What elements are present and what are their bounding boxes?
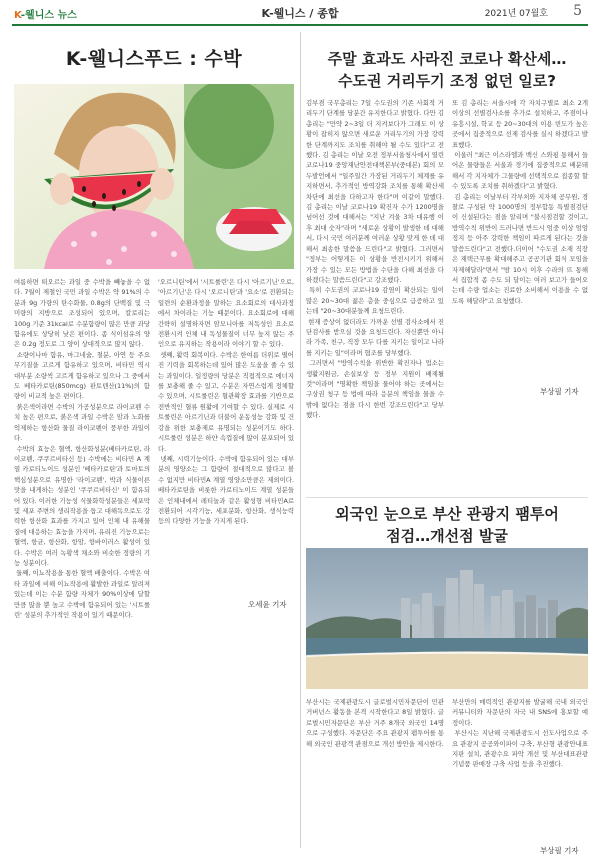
watermelon-photo (14, 84, 294, 269)
right-article-1-byline: 부상필 기자 (540, 387, 579, 396)
left-article-title: K-웰니스푸드 : 수박 (65, 48, 243, 70)
header-rule (12, 24, 588, 26)
column-divider (300, 32, 301, 848)
issue-date: 2021년 07월호 (484, 9, 548, 19)
right-article-2-byline: 부상필 기자 (540, 846, 579, 855)
left-article-byline: 오세윤 기자 (248, 600, 287, 609)
right-article-1-title-line-2: 수도권 거리두기 조정 없던 일로? (338, 72, 556, 90)
right-article-2-column-2: 부산만의 매력적인 관광지를 발굴해 국내 외국인 커뮤니티와 자문단의 자국 내 SNS에 홍보할 예정이다. 부산시는 지난해 국제관광도시 선도사업으로 주요 관광지 공공와이파이 구축, 부산형 관광안내표지판 설치, 관광수요 파악 개선 및 부산대표관광기념품 판매장 구축 사업 등을 추진했다. (452, 698, 588, 769)
right-article-2-title-line-2: 점검…개선점 발굴 (386, 527, 508, 545)
left-article-column-2: '오르니틴'에서 '시트룰린'은 다시 '아르기닌'으로, '아르기닌'은 다시 '오르니틴'과 '요소'로 전환되는 일련의 순환과정을 말하는 요소회로의 대사과정에서 차이라는 기능 때문이다. 요소회로에 대해 간략히 설명하자면 암모니아를 저독성인 요소로 전환시켜 인체 내 독성물질이 너무 높지 않는 주인으로 유지하는 작용이라 이야기 할 수 있다. 셋째, 활력 회복이다. 수박은 한여름 더위로 떨어진 기력을 회복하는데 있어 많은 도움을 줄 수 있는 과일이다. 일정량의 당분은 직접적으로 에너지를 보충해 줄 수 있고, 수분은 자연스럽게 정체할 수 있으며, 시트룰린은 혈관확장 효과를 기반으로 전반적인 혈류 원활에 기여할 수 있다. 실제로 시트룰린은 아르기닌과 더불어 운동성능 강화 및 건강을 위한 보충제로 유명되는 성분이기도 하다. 시트룰린 성분은 하얀 속껍질에 많이 분포되어 있다. 넷째, 시력기능이다. 수박에 함유되어 있는 대부분의 영양소는 그 함량이 절대적으로 많다고 볼 수 없지만 비타민A 계열 영양소만큼은 제외이다. 베타카로틴을 비롯한 카로티노이드 계열 성분들은 인체내에서 레티놀과 같은 활성형 비타민A로 전환되어 시각기능, 세포분화, 항산화, 생식능력 등의 다양한 기능을 가지게 된다. (158, 278, 294, 526)
section-title: K-웰니스 / 종합 (261, 7, 339, 20)
publication-logo: K-웰니스 뉴스 (14, 10, 77, 21)
busan-beach-photo (306, 548, 588, 689)
page-number: 5 (573, 3, 582, 19)
right-article-1-column-1: 김부겸 국무총리는 7일 수도권의 기존 사회적 거리두기 단계를 당분간 유지한다고 밝혔다. 다만 김 총리는 "만약 2~3일 더 지켜보다가 그래도 이 상황이 잡히지 않으면 새로운 거리두기의 가장 강력한 단계까지도 조치를 취해야 될 수도 있다"고 전했다. 김 총리는 이날 오전 정부서울청사에서 열린 코로나19 중앙재난안전대책본부(중대본) 회의 모두발언에서 "일주일간 가장된 거리두기 체계를 유지하면서, 추가적인 방역강화 조치를 통해 확산세 차단에 최선을 다하고자 한다"며 이같이 말했다. 김 총리는 이날 코로나19 확진자 수가 1200명을 넘어선 것에 대해서는 "지난 겨울 3차 대유행 이후 최대 숫자"라며 "새로운 상황이 발생한 데 대해서, 다시 국민 여러분께 여러운 상황 맞게 한 데 대해서 최송한 말씀을 드린다"고 밝혔다. 그러면서 "정부는 어떻게든 이 상황을 반전시키기 위해서 가장 수 있는 모든 방법을 수단을 다해 최선을 다하겠다는 말씀드린다"고 강조했다. 특히 수도권의 코로나19 감염이 확산되는 일이 많은 20~30대 젊은 층을 중심으로 급증하고 있는데 "20~30대분들께 요청드린다. 현재 증상이 없더라도 가까운 선별 검사소에서 진단검사를 받으실 것을 요청드린다. 자신뿐만 아니라 가족, 친구, 직장 모두 다를 지키는 일이고 나라를 지키는 일"이라며 협조를 당부했다. 그러면서 "방역수칙을 위반한 확진자나 업소는 생활지원금, 손실보상 등 정부 지원이 배제될 것"이라며 "명확한 책임을 물어야 하는 곳에서는 구상권 청구 등 법에 따라 응분의 책임을 물을 수밖에 없다는 점을 다시 한번 강조드린다"고 당부했다. (306, 99, 444, 420)
right-article-1-title-line-1: 주말 효과도 사라진 코로나 확산세… (327, 50, 567, 68)
right-article-1-column-2: 또 김 총리는 서울시에 각 자치구별로 최소 2개 이상의 선별검사소를 추가로 설치하고, 주점이나 유흥시설, 학교 등 20~30대의 이용 빈도가 높은 곳에서 집중적으로 선제 검사를 실시 하겠다고 발표했다. 이울러 "최근 이스라엘과 백신 스와핑 통해서 들어온 물량들은 서울과 경기에 집중적으로 배분돼 해서 각 지자체가 그물량에 선택적으로 접종할 할 수 있도록 조치를 취하겠다"고 밝혔다. 김 총리는 이날부터 각부처와 지자체 공무원, 경찰로 구성된 약 1000명의 정부합동 특별점검단이 신설된다는 점을 알리며 "불시점검할 것이고, 방역수칙 위반이 드러나면 반드시 엄중 이상 엄엄정지 등 아주 강력한 책임이 따르게 된다는 것을 말씀드린다"고 전했다.더이어 "수도권 소재 직장은 재택근무를 확대해주고 공공기관 회식 모임을 자제해달라"면서 "밤 10시 이후 수라의 뜨 통해서 집합적 좀 수도 되 달이는 여러 보고가 들어오는데 수량 업소는 진료한 소비해서 이용을 수 없도록 해달라"고 요청했다. (452, 99, 588, 305)
left-article-column-1: 여름하면 떠오르는 과일 중 수박을 빼놓을 수 없다. 7월이 제철인 국민 과일 수박은 약 91%의 수분과 9g 가량의 탄수화물, 0.8g의 단백질 및 극미량의 지방으로 조성되어 있으며, 칼로리는 100g 기준 31kcal로 수분함량이 많은 만큼 과당함유에도 상당히 낮은 편이다. 좀 식이섬유의 양은 0.2g 정도로 그 양이 상대적으로 많지 않다. 소량이나마 함유, 마그네슘, 철분, 아연 등 주요 무기질을 고르게 함유하고 있으며, 비타민 역시 대부분 소량씩 고르게 함유하고 있으나 그 중에서도 베타카로틴(850mcg) 판토텐산(11%)의 함량이 비교적 높은 편이다. 붉은색이라면 수박의 가공성분으로 라이코펜 수치 높은 편으로, 붉은색 과일 수박은 암과 노화를 억제하는 항산화 물질 라이코펜이 풍부한 과일이다. 수박의 효능은 혈액, 항산화성분(베타카로틴, 라이코펜, 쿠쿠르비타신 등) 수박에는 비타민 A 계열 카로티노이드 성분인 '베타카로틴'과 토마토의 핵심성분으로 유명한 '라이코펜', 박과 식물이른 맛을 내게하는 성분인 '쿠쿠르비타신' 이 함유되어 있다. 이러한 기능성 식물화학성분들은 세포막 및 세포 주변의 생리작용을 돕고 대해독으로도 강력한 항산화 효과를 가지고 있어 인체 내 유해물질에 대응하는 효능을 가지며, 유리진 기능으로는 혈액, 항균, 항산화, 항암, 항바이러스 활성이 있다. 수박은 여러 녹황색 채소와 비슷한 정량의 기능 성분이다. 둘째, 이뇨작용을 통한 혈액 배출이다. 수박은 여타 과일에 비해 이뇨작용에 활발한 과일로 알려져 있는데 이는 수분 함량 자체가 90%이상에 달할만큼 많을 뿐 높고 수박에 함유되어 있는 '시트룰린' 성분의 추가적인 작용이 있기 때문이다. (14, 278, 150, 619)
page-header (0, 0, 600, 26)
article-separator (306, 497, 588, 498)
right-article-2-column-1: 부산시는 국제관광도시 글로벌시민자문단이 민관거버넌스 활동을 본격 시작한다고 8일 밝혔다. 글로벌시민자문단은 부산 거주 8개국 외국인 14명으로 구성했다. 자문단은 주요 관광지 팸투어를 통해 외국인 관광객 관점으로 개선 방안을 제시한다. (306, 698, 444, 748)
right-article-2-title-line-1: 외국인 눈으로 부산 관광지 팸투어 (335, 505, 559, 523)
